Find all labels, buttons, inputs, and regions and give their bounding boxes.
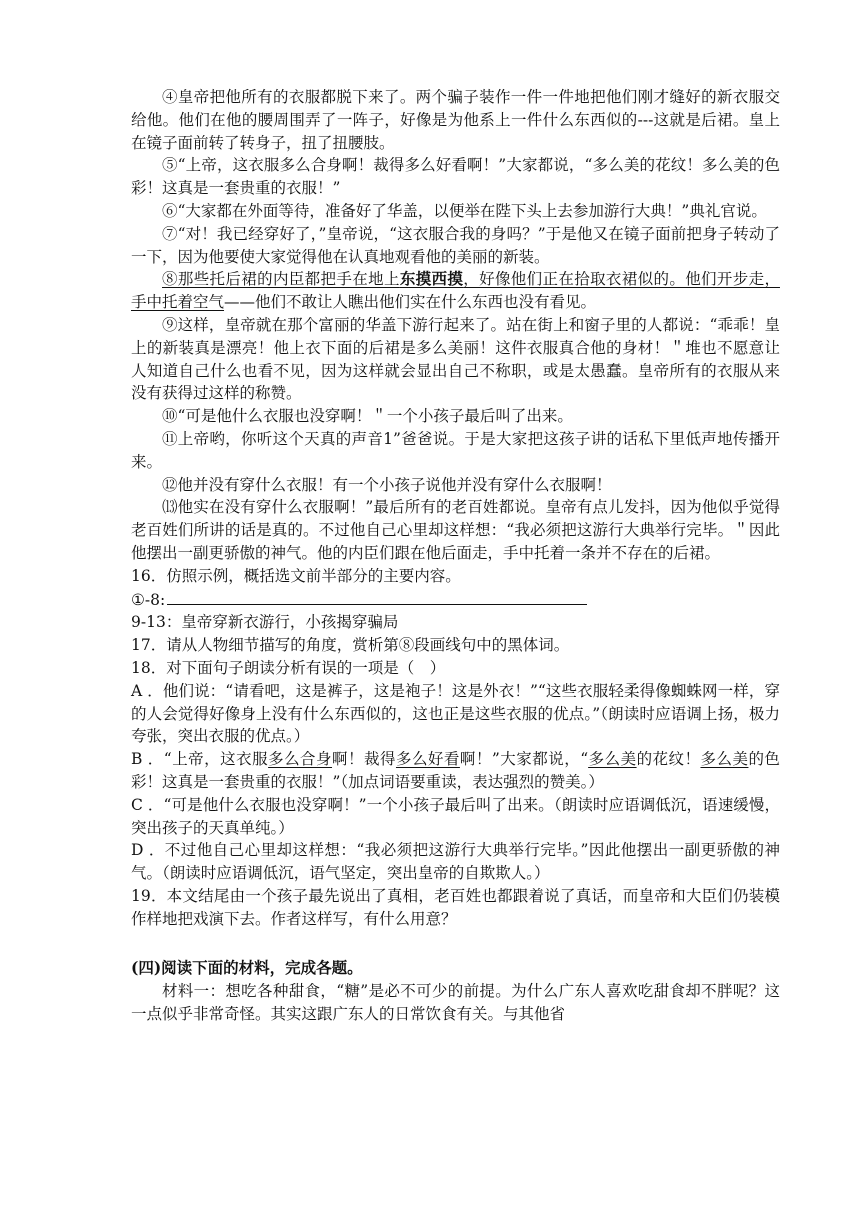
paragraph-6: ⑥“大家都在外面等待，准备好了华盖，以便举在陛下头上去参加游行大典！”典礼官说。 [162, 201, 767, 220]
option-c: C ．“可是他什么衣服也没穿啊！”一个小孩子最后叫了出来。（朗读时应语调低沉，语速缓慢，突出孩子的天真单纯。） [131, 795, 780, 837]
paragraph-12: ⑫他并没有穿什么衣服！有一个小孩子说他并没有穿什么衣服啊！ [162, 475, 612, 494]
underlined-sentence-part-2: ，好像他们正在拾取衣裙似的。他们开步走，手中托着空气 [131, 270, 780, 312]
option-d: D ．不过他自己心里却这样想：“我必须把这游行大典举行完毕。”因此他摆出一副更骄傲的神气。（朗读时应语调低沉，语气坚定，突出皇帝的自欺欺人。） [131, 841, 780, 883]
answer-prefix: ①-8: [131, 590, 166, 609]
emphasis-word: 多么美 [700, 750, 749, 769]
option-b: B ．“上帝，这衣服多么合身啊！裁得多么好看啊！”大家都说，“多么美的花纹！多么美的色彩！这真是一套贵重的衣服！”（加点词语要重读，表达强烈的赞美。） [131, 750, 780, 791]
paragraph-13: ⒀他实在没有穿什么衣服啊！”最后所有的老百姓都说。皇帝有点儿发抖，因为他似乎觉得老百姓们所讲的话是真的。不过他自己心里却这样想：“我必须把这游行大典举行完毕。＂因此他摆出一副更骄傲的神气。他的内臣们跟在他后面走，手中托着一条并不存在的后裙。 [131, 498, 780, 562]
paragraph-7: ⑦“对！我已经穿好了，”皇帝说，“这衣服合我的身吗？”于是他又在镜子面前把身子转动了一下，因为他要使大家觉得他在认真地观看他的美丽的新装。 [131, 224, 780, 266]
paragraph-8 [131, 268, 780, 314]
material-one: 材料一：想吃各种甜食，“糖”是必不可少的前提。为什么广东人喜欢吃甜食却不胖呢？这一点似乎非常奇怪。其实这跟广东人的日常饮食有关。与其他省 [131, 982, 780, 1024]
emphasis-word: 多么美 [588, 750, 637, 769]
question-18: 18．对下面句子朗读分析有误的一项是（ ） [131, 658, 446, 677]
paragraph-8-rest: ——他们不敢让人瞧出他们实在什么东西也没有看见。 [224, 293, 597, 312]
section-gap [131, 930, 780, 957]
paragraph-11: ⑪上帝哟，你听这个天真的声音1”爸爸说。于是大家把这孩子讲的话私下里低声地传播开来。 [131, 429, 780, 471]
question-16-example: 9-13：皇帝穿新衣游行，小孩揭穿骗局 [131, 613, 399, 632]
paragraph-9: ⑨这样，皇帝就在那个富丽的华盖下游行起来了。站在街上和窗子里的人都说：“乖乖！皇上的新装真是漂亮！他上衣下面的后裙是多么美丽！这件衣服真合他的身材！＂堆也不愿意让人知道自己什么也看不见，因为这样就会显出自己不称职，或是太愚蠢。皇帝所有的衣服从来没有获得过这样的称赞。 [131, 315, 780, 403]
paragraph-10: ⑩“可是他什么衣服也没穿啊！＂一个小孩子最后叫了出来。 [162, 407, 573, 426]
question-19: 19．本文结尾由一个孩子最先说出了真相，老百姓也都跟着说了真话，而皇帝和大臣们仍装模作样地把戏演下去。作者这样写，有什么用意？ [131, 886, 780, 928]
question-16-answer-line [131, 588, 780, 612]
section-heading: (四)阅读下面的材料，完成各题。 [131, 958, 363, 978]
paragraph-5: ⑤“上帝，这衣服多么合身啊！裁得多么好看啊！”大家都说，“多么美的花纹！多么美的色彩！这真是一套贵重的衣服！” [131, 156, 780, 198]
question-17: 17．请从人物细节描写的角度，赏析第⑧段画线句中的黑体词。 [131, 636, 570, 655]
question-16: 16．仿照示例，概括选文前半部分的主要内容。 [131, 566, 461, 585]
emphasis-word: 多么合身 [268, 750, 333, 769]
bold-word: 东摸西摸 [399, 269, 464, 289]
emphasis-word: 多么好看 [395, 750, 460, 769]
option-a: A ．他们说：“请看吧，这是裤子，这是袍子！这是外衣！”“这些衣服轻柔得像蜘蛛网一样，穿的人会觉得好像身上没有什么东西似的，这也正是这些衣服的优点。”（朗读时应语调上扬，极力夸张，突出衣服的优点。） [131, 681, 780, 746]
underlined-sentence-part-1: ⑧那些托后裙的内臣都把手在地上 [162, 270, 400, 289]
answer-blank[interactable] [167, 588, 587, 605]
paragraph-4: ④皇帝把他所有的衣服都脱下来了。两个骗子装作一件一件地把他们刚才缝好的新衣服交给他。他们在他的腰周围弄了一阵子，好像是为他系上一件什么东西似的---这就是后裙。皇上在镜子面前转了转身子，扭了扭腰肢。 [131, 88, 780, 152]
